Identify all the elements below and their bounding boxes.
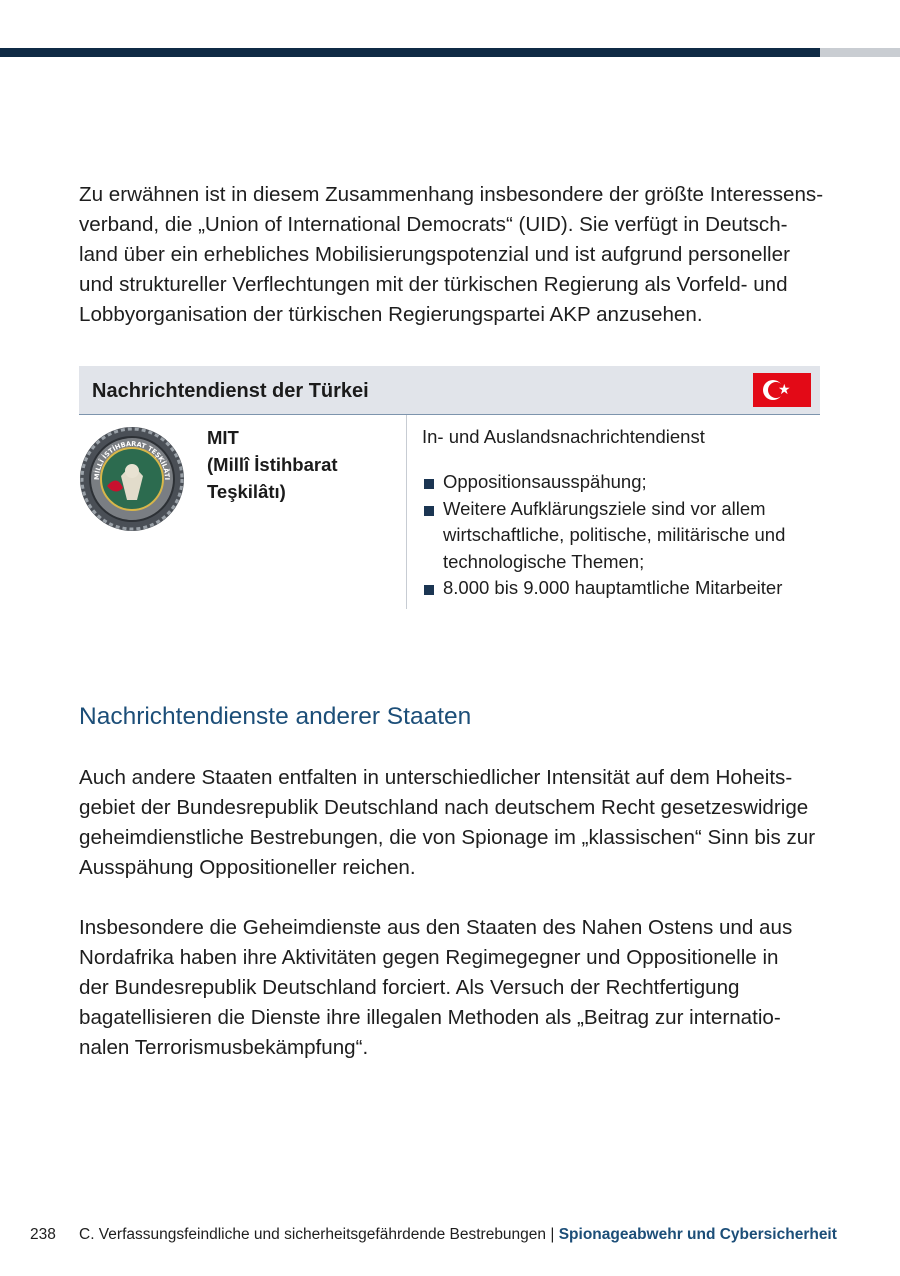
paragraph-line: bagatellisieren die Dienste ihre illegalen Methoden als „Beitrag zur internatio- — [79, 1006, 781, 1029]
turkey-flag-icon — [753, 373, 811, 407]
page-number: 238 — [30, 1226, 56, 1243]
intro-line: verband, die „Union of International Democrats“ (UID). Sie verfügt in Deutsch- — [79, 213, 788, 236]
paragraph-line: nalen Terrorismusbekämpfung“. — [79, 1036, 369, 1059]
square-bullet-icon — [424, 479, 434, 489]
agency-name — [207, 424, 338, 505]
activity-list — [422, 469, 785, 602]
section-heading: Nachrichtendienste anderer Staaten — [79, 703, 472, 730]
paragraph-line: Ausspähung Oppositioneller reichen. — [79, 856, 416, 879]
infobox-header — [79, 366, 820, 415]
paragraph-line: gebiet der Bundesrepublik Deutschland nach deutschem Recht gesetzeswidrige — [79, 796, 809, 819]
intelligence-service-infobox — [79, 366, 820, 609]
list-item: 8.000 bis 9.000 hauptamtliche Mitarbeiter — [422, 575, 785, 602]
page-footer — [30, 1224, 850, 1246]
footer-separator: | — [550, 1226, 555, 1243]
intro-line: Lobbyorganisation der türkischen Regierungspartei AKP anzusehen. — [79, 303, 703, 326]
footer-chapter: C. Verfassungsfeindliche und sicherheitsgefährdende Bestrebungen — [79, 1226, 547, 1243]
paragraph-line: Auch andere Staaten entfalten in unterschiedlicher Intensität auf dem Hoheits- — [79, 766, 793, 789]
intro-paragraph — [79, 180, 824, 330]
list-item: Oppositionsausspähung; — [422, 469, 785, 496]
paragraph-line: geheimdienstliche Bestrebungen, die von Spionage im „klassischen“ Sinn bis zur — [79, 826, 816, 849]
paragraph-line: Insbesondere die Geheimdienste aus den Staaten des Nahen Ostens und aus — [79, 916, 793, 939]
flag-star: ★ — [778, 382, 791, 398]
footer-running-head — [79, 1224, 837, 1246]
top-bar-accent — [820, 48, 900, 57]
top-bar — [0, 48, 820, 57]
intro-line: Zu erwähnen ist in diesem Zusammenhang insbesondere der größte Interessens- — [79, 183, 824, 206]
agency-name-line: Teşkilâtı) — [207, 481, 286, 502]
intro-line: und struktureller Verflechtungen mit der türkischen Regierung als Vorfeld- und — [79, 273, 788, 296]
agency-type: In- und Auslandsnachrichtendienst — [422, 426, 705, 447]
agency-name-line: MIT — [207, 427, 239, 448]
agency-name-line: (Millî İstihbarat — [207, 454, 338, 475]
body-paragraph — [79, 763, 819, 883]
intro-line: land über ein erhebliches Mobilisierungspotenzial und ist aufgrund personeller — [79, 243, 790, 266]
mit-seal-icon — [77, 424, 187, 534]
body-paragraph — [79, 913, 819, 1063]
seal-inscription: MİLLÎ İSTİHBARAT TEŞKİLÂTI — [92, 439, 172, 481]
list-item: Weitere Aufklärungsziele sind vor allem wirtschaftliche, politische, militärische und technologische Themen; — [422, 496, 785, 576]
column-divider — [406, 415, 407, 609]
square-bullet-icon — [424, 506, 434, 516]
paragraph-line: der Bundesrepublik Deutschland forciert. Als Versuch der Rechtfertigung — [79, 976, 740, 999]
infobox-title: Nachrichtendienst der Türkei — [92, 380, 369, 402]
footer-section: Spionageabwehr und Cybersicherheit — [558, 1226, 837, 1243]
square-bullet-icon — [424, 585, 434, 595]
paragraph-line: Nordafrika haben ihre Aktivitäten gegen Regimegegner und Oppositionelle in — [79, 946, 779, 969]
